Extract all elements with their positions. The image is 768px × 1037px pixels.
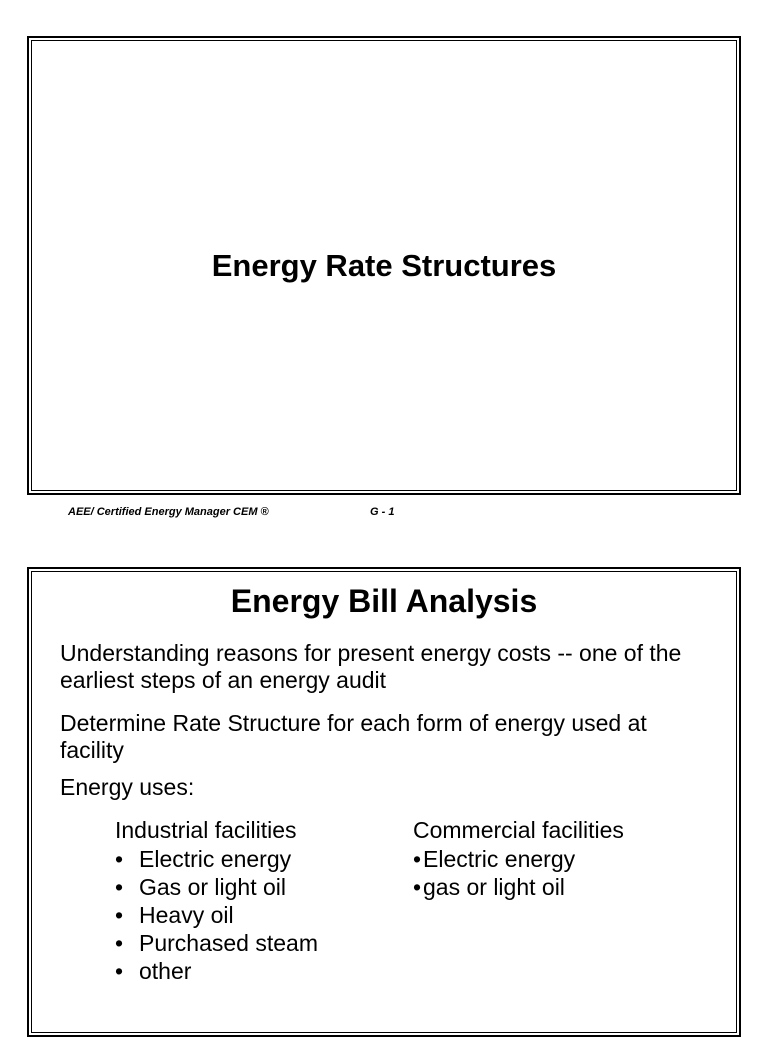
paragraph-energy-costs: Understanding reasons for present energy costs -- one of the earliest steps of an energy audit	[60, 640, 682, 693]
list-item: • Electric energy	[413, 846, 576, 872]
commercial-heading: Commercial facilities	[413, 817, 624, 843]
bullet-icon: •	[115, 846, 124, 872]
commercial-list	[413, 845, 624, 901]
list-item: • gas or light oil	[413, 874, 565, 900]
slide-title: Energy Rate Structures	[211, 248, 557, 283]
slide-heading: Energy Bill Analysis	[230, 583, 538, 619]
footer-course-name: AEE/ Certified Energy Manager CEM ®	[68, 506, 269, 518]
bullet-icon: •	[115, 874, 124, 900]
list-item: • Gas or light oil	[115, 874, 287, 900]
list-item: • other	[115, 958, 192, 984]
content-slide	[27, 567, 741, 1037]
bullet-icon: •	[115, 902, 124, 928]
list-item: • Heavy oil	[115, 902, 234, 928]
paragraph-energy-uses: Energy uses:	[60, 774, 195, 800]
bullet-icon: •	[115, 930, 124, 956]
bullet-icon: •	[413, 874, 422, 900]
paragraph-rate-structure: Determine Rate Structure for each form of energy used at facility	[60, 710, 647, 763]
title-slide	[27, 36, 741, 495]
list-item: • Purchased steam	[115, 930, 318, 956]
commercial-column	[413, 815, 624, 901]
industrial-list	[115, 845, 318, 985]
footer-page-number: G - 1	[370, 506, 395, 518]
bullet-icon: •	[413, 846, 422, 872]
list-item: • Electric energy	[115, 846, 292, 872]
bullet-icon: •	[115, 958, 124, 984]
industrial-column	[115, 815, 318, 985]
industrial-heading: Industrial facilities	[115, 817, 297, 843]
